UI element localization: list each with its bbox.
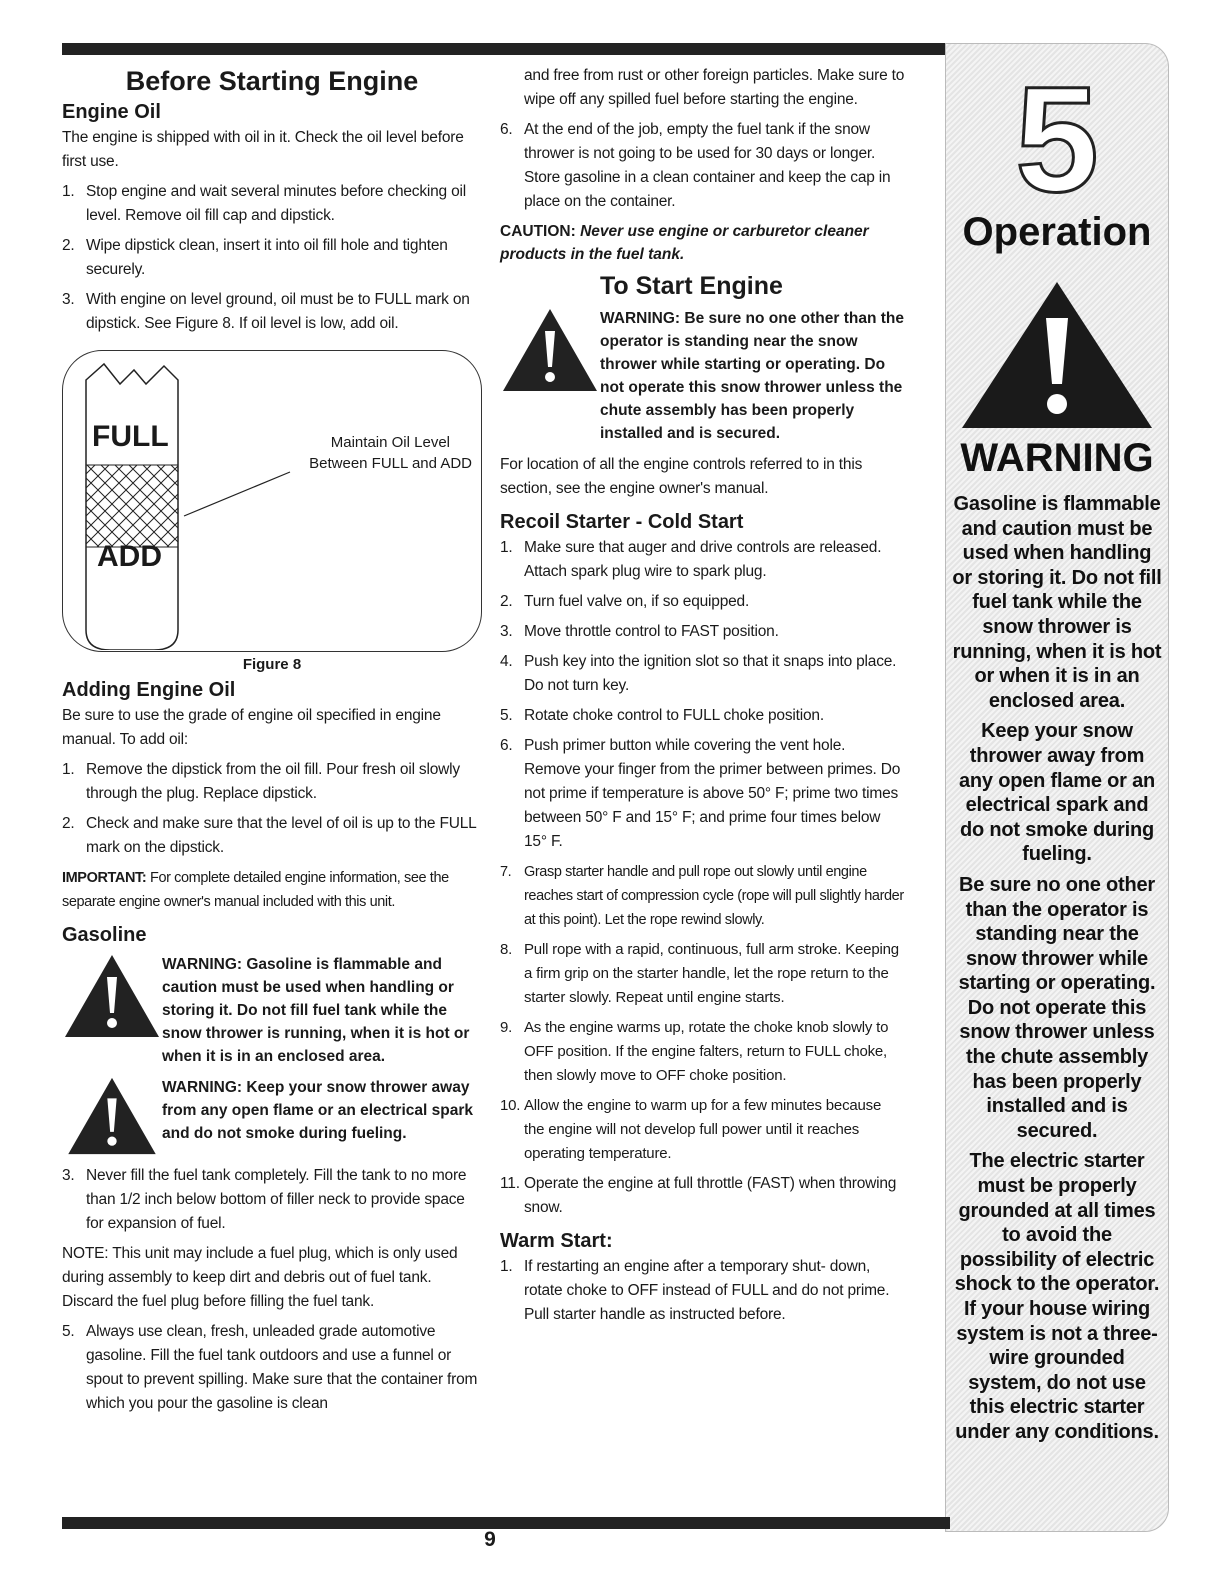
- important-label: IMPORTANT:: [62, 870, 147, 886]
- step-text: Wipe dipstick clean, insert it into oil fill hole and tighten securely.: [86, 237, 448, 278]
- recoil-heading: Recoil Starter - Cold Start: [500, 511, 744, 533]
- step-text: Push key into the ignition slot so that it snaps into place. Do not turn key.: [524, 653, 897, 694]
- figure-caption: Figure 8: [242, 656, 302, 673]
- callout-text: [272, 432, 472, 474]
- figure-8-dipstick: [62, 350, 482, 650]
- step-number: 10.: [500, 1097, 521, 1114]
- adding-oil-heading: Adding Engine Oil: [62, 679, 236, 701]
- warning-triangle-icon: [500, 307, 600, 445]
- step-number: 2.: [500, 593, 513, 610]
- step-text: Turn fuel valve on, if so equipped.: [524, 593, 750, 610]
- list-item: [500, 734, 905, 854]
- step-text: Remove the dipstick from the oil fill. Pour fresh oil slowly through the plug. Replace dipstick.: [86, 761, 460, 802]
- step-text: Allow the engine to warm up for a few minutes because the engine will not develop full power until it reaches operating temperature.: [524, 1097, 882, 1162]
- step-number: 5.: [500, 707, 513, 724]
- engine-oil-intro: The engine is shipped with oil in it. Check the oil level before first use.: [62, 129, 464, 170]
- step-number: 3.: [62, 1167, 75, 1184]
- warning-paragraph: Keep your snow thrower away from any open flame or an electrical spark and do not smoke during fueling.: [958, 720, 1156, 866]
- step-text: and free from rust or other foreign particles. Make sure to wipe off any spilled fuel before starting the engine.: [524, 67, 905, 108]
- list-item: [500, 1094, 905, 1166]
- step-number: 7.: [500, 864, 512, 880]
- step-text: At the end of the job, empty the fuel tank if the snow thrower is not going to be used for 30 days or longer. Store gasoline in a clean container and keep the cap in place on the container.: [524, 121, 891, 210]
- engine-oil-steps: [62, 180, 482, 336]
- gasoline-warning-1: [62, 953, 482, 1068]
- caution-text: Never use engine or carburetor cleaner products in the fuel tank.: [500, 223, 869, 263]
- warning-paragraph: The electric starter must be properly grounded at all times to avoid the possibility of electric shock to the operator. If your house wiring system is not a three-wire grounded system, do not use this electric starter under any conditions.: [954, 1150, 1160, 1443]
- step-text: Stop engine and wait several minutes before checking oil level. Remove oil fill cap and dipstick.: [86, 183, 466, 224]
- step-text: Push primer button while covering the vent hole. Remove your finger from the primer between primes. Do not prime if temperature is above 50° F; prime two times between 50° F and 15° F; and prime four times below 15° F.: [524, 737, 901, 850]
- warning-triangle-icon: [960, 280, 1154, 430]
- list-item: [500, 938, 905, 1010]
- step-number: 11.: [500, 1175, 520, 1192]
- warning-triangle-icon: [62, 1076, 162, 1156]
- list-item: [500, 590, 905, 614]
- warning-text-block: [952, 492, 1162, 1451]
- step-number: 9.: [500, 1019, 513, 1036]
- warning-text: WARNING: Keep your snow thrower away from any open flame or an electrical spark and do not smoke during fueling.: [162, 1079, 473, 1142]
- list-item: [500, 536, 905, 584]
- list-item: [62, 288, 482, 336]
- caution-note: [500, 220, 905, 266]
- callout-line-2: Between FULL and ADD: [309, 455, 472, 472]
- operation-side-panel: [945, 43, 1169, 1532]
- step-text: Rotate choke control to FULL choke position.: [524, 707, 824, 724]
- warning-text: WARNING: Be sure no one other than the operator is standing near the snow thrower while starting or operating. Do not operate this snow thrower unless the chute assembly has been properly installed and is secured.: [600, 310, 904, 442]
- step-text: With engine on level ground, oil must be to FULL mark on dipstick. See Figure 8. If oil level is low, add oil.: [86, 291, 470, 332]
- step-text: Check and make sure that the level of oil is up to the FULL mark on the dipstick.: [86, 815, 476, 856]
- list-item: [500, 620, 905, 644]
- step-number: 3.: [500, 623, 513, 640]
- section-title: Before Starting Engine: [125, 66, 419, 96]
- start-warning: [500, 307, 905, 445]
- controls-note: For location of all the engine controls referred to in this section, see the engine owner's manual.: [500, 456, 863, 497]
- list-item-continued: [500, 64, 905, 112]
- callout-line: [182, 470, 292, 520]
- list-item: [500, 1255, 905, 1327]
- step-number: 1.: [62, 183, 75, 200]
- section-name: Operation: [962, 210, 1152, 254]
- step-number: 6.: [500, 121, 513, 138]
- list-item: [62, 1164, 482, 1236]
- step-text: As the engine warms up, rotate the choke knob slowly to OFF position. If the engine falters, return to FULL choke, then slowly move to OFF choke position.: [524, 1019, 889, 1084]
- step-text: Operate the engine at full throttle (FAST) when throwing snow.: [524, 1175, 897, 1216]
- caution-label: CAUTION:: [500, 223, 576, 240]
- step-number: 1.: [62, 761, 75, 778]
- page-number: 9: [484, 1528, 496, 1551]
- callout-line-1: Maintain Oil Level: [330, 434, 450, 451]
- step-text: Grasp starter handle and pull rope out slowly until engine reaches start of compression cycle (rope will pull slightly harder at this point). Let the rope rewind slowly.: [524, 864, 904, 928]
- step-text: Make sure that auger and drive controls are released. Attach spark plug wire to spark plug.: [524, 539, 882, 580]
- middle-column: [500, 64, 905, 1333]
- warning-triangle-icon: [62, 953, 162, 1068]
- step-number: 8.: [500, 941, 513, 958]
- warning-paragraph: Be sure no one other than the operator is standing near the snow thrower while starting or operating. Do not operate this snow thrower unless the chute assembly has been properly installed and is secured.: [958, 873, 1156, 1142]
- engine-oil-heading: Engine Oil: [62, 101, 161, 123]
- fuel-plug-note: NOTE: This unit may include a fuel plug, which is only used during assembly to keep dirt and debris out of fuel tank. Discard the fuel plug before filling the fuel tank.: [62, 1245, 458, 1310]
- warm-start-heading: Warm Start:: [500, 1230, 613, 1252]
- step-text: Pull rope with a rapid, continuous, full arm stroke. Keeping a firm grip on the starter handle, let the rope return to the starter slowly. Repeat until engine starts.: [524, 941, 899, 1006]
- step-number: 3.: [62, 291, 75, 308]
- step-number: 2.: [62, 815, 75, 832]
- left-column: [62, 64, 482, 1422]
- section-number: 5: [1015, 55, 1099, 223]
- list-item: [500, 1016, 905, 1088]
- list-item: [62, 758, 482, 806]
- important-note: [62, 866, 482, 914]
- gasoline-heading: Gasoline: [62, 924, 147, 946]
- list-item: [62, 1320, 482, 1416]
- step-number: 5.: [62, 1323, 75, 1340]
- warning-title: WARNING: [960, 436, 1154, 480]
- step-text: Always use clean, fresh, unleaded grade automotive gasoline. Fill the fuel tank outdoors and use a funnel or spout to prevent spilling. Make sure that the container from which you pour the gasoline is clean: [86, 1323, 478, 1412]
- list-item: [500, 860, 905, 932]
- step-number: 6.: [500, 737, 513, 754]
- warning-text: WARNING: Gasoline is flammable and caution must be used when handling or storing it. Do not fill fuel tank while the snow thrower is running, when it is hot or when it is in an enclosed area.: [162, 956, 470, 1065]
- step-number: 4.: [500, 653, 513, 670]
- list-item: [62, 812, 482, 860]
- step-text: If restarting an engine after a temporary shut- down, rotate choke to OFF instead of FULL and do not prime. Pull starter handle as instructed before.: [524, 1258, 890, 1323]
- adding-oil-intro: Be sure to use the grade of engine oil specified in engine manual. To add oil:: [62, 707, 441, 748]
- full-mark-label: FULL: [92, 420, 169, 453]
- dipstick-illustration: [84, 350, 180, 650]
- list-item: [62, 234, 482, 282]
- start-engine-heading: To Start Engine: [600, 272, 783, 300]
- top-rule: [62, 43, 950, 55]
- recoil-steps: [500, 536, 905, 1220]
- important-text: For complete detailed engine information, see the separate engine owner's manual included with this unit.: [62, 870, 449, 910]
- step-text: Never fill the fuel tank completely. Fill the tank to no more than 1/2 inch below bottom of filler neck to provide space for expansion of fuel.: [86, 1167, 467, 1232]
- list-item: [500, 1172, 905, 1220]
- step-number: 2.: [62, 237, 75, 254]
- step-number: 1.: [500, 539, 513, 556]
- list-item: [500, 118, 905, 214]
- add-mark-label: ADD: [97, 540, 162, 573]
- gasoline-warning-2: [62, 1076, 482, 1156]
- step-text: Move throttle control to FAST position.: [524, 623, 779, 640]
- step-number: 1.: [500, 1258, 513, 1275]
- list-item: [500, 650, 905, 698]
- list-item: [62, 180, 482, 228]
- warning-paragraph: Gasoline is flammable and caution must be used when handling or storing it. Do not fill fuel tank while the snow thrower is running, when it is hot or when it is in an enclosed area.: [952, 493, 1162, 712]
- list-item: [500, 704, 905, 728]
